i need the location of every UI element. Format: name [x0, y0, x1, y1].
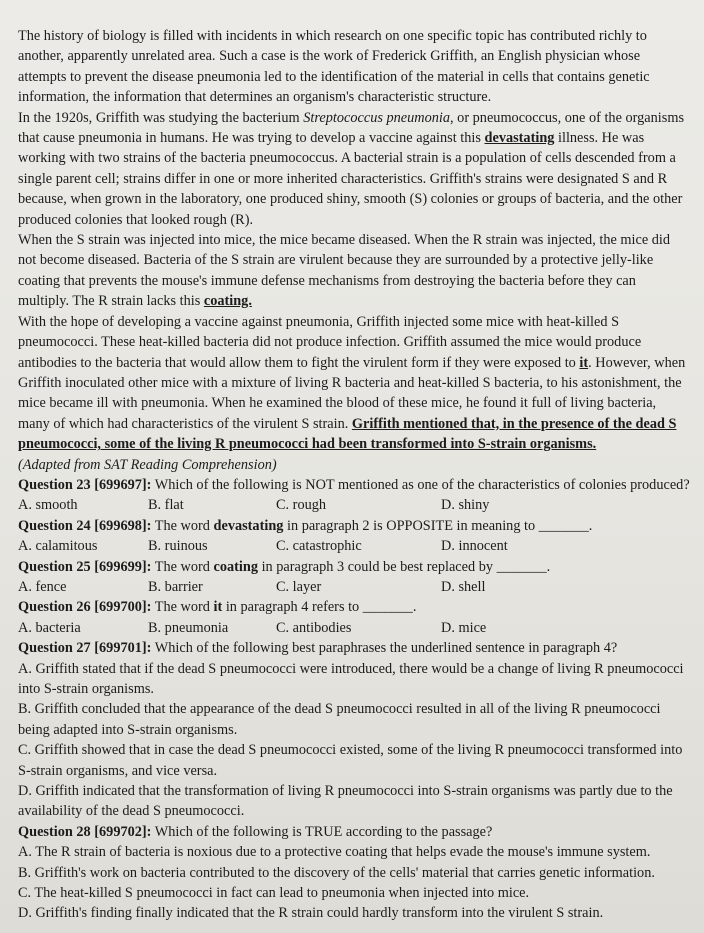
option-c[interactable]: C. catastrophic	[276, 538, 362, 555]
paragraph-2	[18, 108, 690, 230]
option-d[interactable]: D. Griffith indicated that the transformation of living R pneumococci into S-strain organisms was partly due to the availability of the dead S pneumococci.	[18, 783, 673, 820]
question-26-options	[18, 618, 690, 638]
question-24-options	[18, 536, 690, 556]
question-25-text-b: in paragraph 3 could be best replaced by _______.	[258, 558, 551, 575]
option-d[interactable]: D. shiny	[441, 497, 490, 514]
question-28-stem	[18, 822, 690, 842]
source-note: (Adapted from SAT Reading Comprehension)	[18, 456, 277, 473]
question-27-label: Question 27 [699701]:	[18, 640, 152, 657]
option-a[interactable]: A. bacteria	[18, 619, 81, 636]
option-c[interactable]: C. rough	[276, 497, 327, 514]
question-26	[18, 597, 690, 638]
species-name: Streptococcus pneumonia	[303, 109, 451, 126]
question-25-keyword: coating	[213, 558, 258, 575]
paragraph-2-text-b: , or pneumococcus, one of the organisms that cause pneumonia in humans. He was trying to develop a vaccine against this	[18, 109, 685, 147]
paragraph-3	[18, 230, 690, 312]
question-23-text: Which of the following is NOT mentioned as one of the characteristics of colonies produced?	[151, 476, 690, 493]
question-28-text: Which of the following is TRUE according to the passage?	[151, 823, 493, 840]
option-d[interactable]: D. innocent	[441, 538, 508, 555]
question-25	[18, 557, 690, 598]
option-a[interactable]: A. The R strain of bacteria is noxious due to a protective coating that helps evade the mouse's immune system.	[18, 844, 651, 861]
underlined-sentence: Griffith mentioned that, in the presence of the dead S pneumococci, some of the living R pneumococci had been transformed into S-strain organisms.	[18, 415, 677, 453]
paragraph-1	[18, 26, 690, 108]
option-d[interactable]: D. Griffith's finding finally indicated that the R strain could hardly transform into the virulent S strain.	[18, 905, 604, 922]
option-d[interactable]: D. mice	[441, 619, 487, 636]
option-c[interactable]: C. layer	[276, 578, 322, 595]
underlined-word-coating: coating.	[203, 293, 252, 310]
paragraph-3-text-a: When the S strain was injected into mice, the mice became diseased. When the R strain was injected, the mice did not become diseased. Bacteria of the S strain are virulent because they are surrounded by a protective jelly-like coating that prevents the mouse's immune defense mechanisms from destroying the bacteria before they can multiply. The R strain lacks this	[18, 232, 671, 310]
question-24-label: Question 24 [699698]:	[18, 517, 152, 534]
option-b[interactable]: B. Griffith concluded that the appearance of the dead S pneumococci resulted in all of the living R pneumococci being adapted into S-strain organisms.	[18, 701, 661, 738]
option-b[interactable]: B. flat	[148, 497, 184, 514]
question-26-text-b: in paragraph 4 refers to _______.	[222, 599, 417, 616]
question-28	[18, 822, 690, 924]
question-23	[18, 475, 690, 516]
option-c[interactable]: C. Griffith showed that in case the dead S pneumococci existed, some of the living R pneumococci transformed into S-strain organisms, and vice versa.	[18, 742, 683, 779]
question-26-keyword: it	[213, 599, 223, 616]
paragraph-4-text-b: . However, when Griffith inoculated other mice with a mixture of living R bacteria and heat-killed S bacteria, to his astonishment, the mice became ill with pneumonia. When he examined the blood of these mice, he found it full of living bacteria, many of which had characteristics of the virulent S strain.	[18, 354, 686, 432]
paragraph-2-text-c: illness. He was working with two strains of the bacteria pneumococcus. A bacterial strain is a population of cells descended from a single parent cell; strains differ in one or more inherited characteristics. Griffith's strains were designated S and R because, when grown in the laboratory, one produced shiny, smooth (S) colonies or groups of bacteria, and the other produced colonies that looked rough (R).	[18, 130, 683, 228]
question-24-keyword: devastating	[213, 517, 284, 534]
question-24-text-b: in paragraph 2 is OPPOSITE in meaning to _______.	[283, 517, 593, 534]
underlined-word-it: it	[579, 354, 589, 371]
question-27	[18, 638, 690, 822]
question-23-label: Question 23 [699697]:	[18, 476, 152, 493]
option-a[interactable]: A. smooth	[18, 497, 78, 514]
option-a[interactable]: A. fence	[18, 578, 67, 595]
question-28-label: Question 28 [699702]:	[18, 823, 152, 840]
option-d[interactable]: D. shell	[441, 578, 486, 595]
option-c[interactable]: C. antibodies	[276, 619, 352, 636]
option-c[interactable]: C. The heat-killed S pneumococci in fact can lead to pneumonia when injected into mice.	[18, 885, 530, 902]
question-25-label: Question 25 [699699]:	[18, 558, 152, 575]
question-23-stem	[18, 475, 690, 495]
paragraph-2-text-a: In the 1920s, Griffith was studying the bacterium	[18, 109, 304, 126]
option-b[interactable]: B. Griffith's work on bacteria contributed to the discovery of the cells' material that carries genetic information.	[18, 864, 655, 881]
question-26-text-a: The word	[151, 599, 214, 616]
option-a[interactable]: A. Griffith stated that if the dead S pneumococci were introduced, there would be a change of living R pneumococci into S-strain organisms.	[18, 660, 684, 697]
option-b[interactable]: B. ruinous	[148, 538, 208, 555]
question-24-text-a: The word	[151, 517, 214, 534]
paragraph-4-text-a: With the hope of developing a vaccine against pneumonia, Griffith injected some mice with heat-killed S pneumococci. These heat-killed bacteria did not produce infection. Griffith assumed the mice would produce antibodies to the bacteria that would allow them to fight the virulent form if they were exposed to	[18, 313, 642, 371]
question-25-text-a: The word	[151, 558, 214, 575]
question-26-stem	[18, 597, 690, 617]
question-23-options	[18, 495, 690, 515]
question-27-text: Which of the following best paraphrases the underlined sentence in paragraph 4?	[151, 640, 618, 657]
question-27-stem	[18, 638, 690, 658]
option-b[interactable]: B. barrier	[148, 578, 203, 595]
question-26-label: Question 26 [699700]:	[18, 599, 152, 616]
question-24-stem	[18, 516, 690, 536]
option-b[interactable]: B. pneumonia	[148, 619, 229, 636]
underlined-word-devastating: devastating	[484, 130, 555, 147]
question-24	[18, 516, 690, 557]
paragraph-1-text: The history of biology is filled with incidents in which research on one specific topic has contributed richly to another, apparently unrelated area. Such a case is the work of Frederick Griffith, an English physician whose attempts to prevent the disease pneumonia led to the identification of the material in cells that contains genetic information, the information that determines an organism's characteristic structure.	[18, 28, 650, 106]
option-a[interactable]: A. calamitous	[18, 538, 98, 555]
question-25-options	[18, 577, 690, 597]
paragraph-4	[18, 312, 690, 455]
question-25-stem	[18, 557, 690, 577]
